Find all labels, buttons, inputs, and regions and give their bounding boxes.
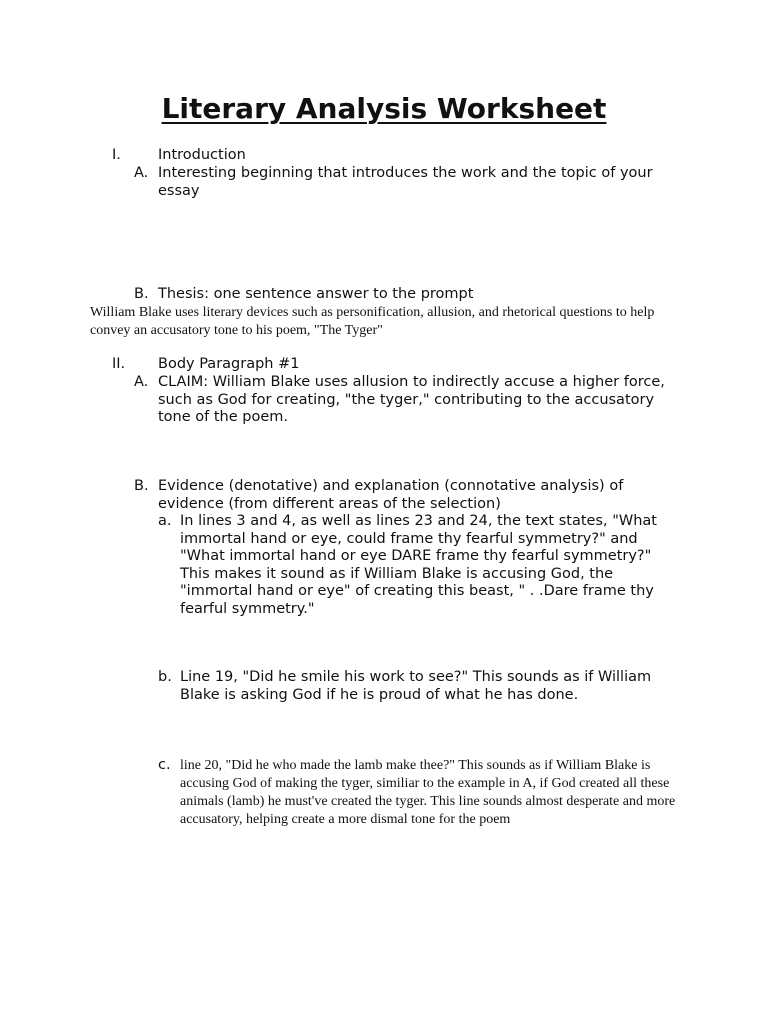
intro-item-b-text: Thesis: one sentence answer to the prompt (158, 286, 474, 302)
evidence-marker: B. (134, 478, 149, 494)
worksheet-title: Literary Analysis Worksheet (161, 92, 607, 125)
claim-marker: A. (134, 374, 149, 390)
thesis-answer: William Blake uses literary devices such as personification, allusion, and rhetorical questions to help convey an accusatory tone to his poem, "The Tyger" (90, 305, 655, 338)
evidence-point-c-text: line 20, "Did he who made the lamb make thee?" This sounds as if William Blake is accusing God of making the tyger, similiar to the example in A, if God created all these animals (lamb) he must've created the tyger. This line sounds almost desperate and more accusatory, helping create a more dismal tone for the poem (180, 758, 676, 827)
evidence-point-b-marker: b. (158, 669, 172, 685)
evidence-point-c-marker: c. (158, 757, 171, 773)
intro-item-a-marker: A. (134, 165, 149, 181)
evidence-point-b-text: Line 19, "Did he smile his work to see?" This sounds as if William Blake is asking God if he is proud of what he has done. (180, 669, 652, 703)
intro-item-a-text: Interesting beginning that introduces the work and the topic of your essay (158, 165, 653, 199)
intro-item-b-marker: B. (134, 286, 149, 302)
section-1-numeral: I. (112, 147, 121, 163)
section-2-heading: Body Paragraph #1 (158, 356, 300, 372)
section-1-heading: Introduction (158, 147, 246, 163)
evidence-point-a-text: In lines 3 and 4, as well as lines 23 and 24, the text states, "What immortal hand or eye, could frame thy fearful symmetry?" and "What immortal hand or eye DARE frame thy fearful symmetry?" This makes it sound as if William Blake is accusing God, the "immortal hand or eye" of creating this beast, " . .Dare frame thy fearful symmetry." (180, 513, 657, 617)
evidence-point-a-marker: a. (158, 513, 172, 529)
claim-text: CLAIM: William Blake uses allusion to indirectly accuse a higher force, such as God for creating, "the tyger," contributing to the accusatory tone of the poem. (158, 374, 665, 425)
section-2-numeral: II. (112, 356, 126, 372)
evidence-text: Evidence (denotative) and explanation (connotative analysis) of evidence (from different areas of the selection) (158, 478, 624, 512)
